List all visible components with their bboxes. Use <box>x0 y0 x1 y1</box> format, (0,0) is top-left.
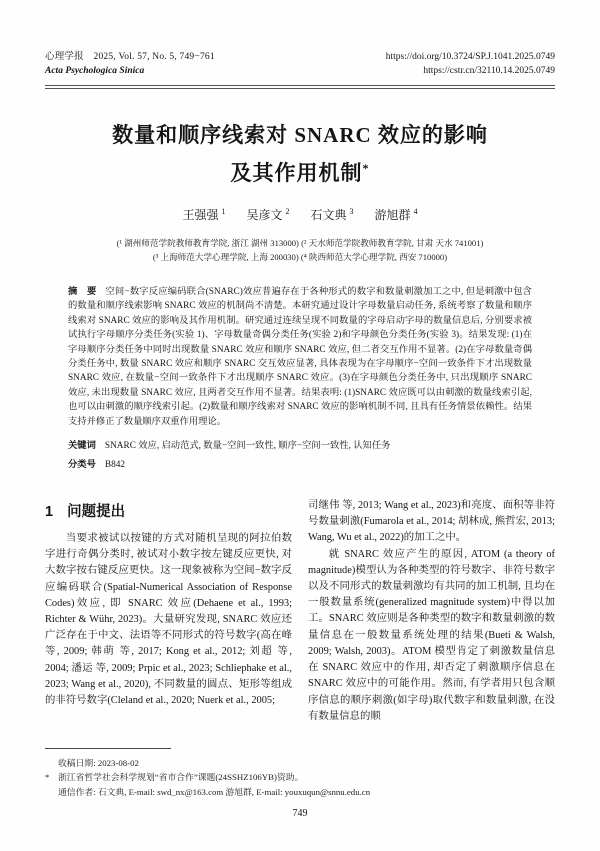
author-list <box>45 206 555 223</box>
paper-title-line1: 数量和顺序线索对 SNARC 效应的影响 <box>112 123 488 147</box>
author-1-affiliation-mark: 1 <box>221 207 226 216</box>
journal-info <box>45 50 215 78</box>
classification <box>68 457 532 472</box>
author-4-name: 游旭群 <box>374 208 411 222</box>
title-footnote-marker: * <box>362 161 370 175</box>
body-paragraph-2: 就 SNARC 效应产生的原因, ATOM (a theory of magnitude)模型认为各种类型的符号数字、非符号数字以及不同形式的数量刺激均有共同的加工机制, 且均在一般数量系统(generalized magnitude system)中得以加工。SNARC 效应则是各种类型的数字和数量刺激的数量信息在一般数量系统处理的结果(Bueti & Walsh, 2009; Walsh, 2003)。ATOM 模型肯定了刺激数量信息在 SNARC 效应中的作用, 却否定了刺激顺序信息在 SNARC 效应中的可能作用。然而, 有学者用只包含顺序信息的顺序刺激(如字母)取代数字和数量刺激, 在没有数量信息的顺 <box>308 548 555 722</box>
author-3 <box>311 208 354 222</box>
abstract-text: 空间−数字反应编码联合(SNARC)效应普遍存在于各种形式的数字和数量刺激加工之中, 但是刺激中包含的数量和顺序线索影响 SNARC 效应的机制尚不清楚。本研究通过设计字母数量启动任务, 系统考察了数量和顺序线索对 SNARC 效应的影响及其作用机制。研究通过连续呈现不同数量的字母启动字母的数量信息后, 分别要求被试执行字母顺序分类任务(实验 1)、字母数量奇偶分类任务(实验 2)和字母颜色分类任务(实验 3)。结果发现: (1)在字母顺序分类任务中同时出现数量 SNARC 效应和顺序 SNARC 效应, 但二者交互作用不显著。(2)在字母数量奇偶分类任务中, 数量 SNARC 效应和顺序 SNARC 交互效应显著, 具体表现为在字母顺序−空间一致条件下才出现数量 SNARC 效应, 在数量−空间一致条件下才出现顺序 SNARC 效应。(3)在字母颜色分类任务中, 只出现顺序 SNARC 效应, 未出现数量 SNARC 效应, 且两者交互作用不显著。结果表明: (1)SNARC 效应既可以由刺激的数量线索引起, 也可以由刺激的顺序线索引起。(2)数量和顺序线索对 SNARC 效应的影响机制不同, 且具有任务情景依赖性。结果支持并修正了数量顺序双重作用理论。 <box>68 287 532 427</box>
footnote-star-marker: * <box>45 772 50 782</box>
section-title: 问题提出 <box>67 504 126 521</box>
paper-title-line2: 及其作用机制 <box>230 161 363 185</box>
author-4 <box>375 208 418 222</box>
keywords-label: 关键词 <box>68 440 96 451</box>
doi-link[interactable]: https://doi.org/10.3724/SP.J.1041.2025.0749 <box>385 52 555 62</box>
author-2 <box>246 208 289 222</box>
received-date: 收稿日期: 2023-08-02 <box>58 757 139 768</box>
author-3-affiliation-mark: 3 <box>349 207 354 216</box>
body-paragraph-1: 当要求被试以按键的方式对随机呈现的阿拉伯数字进行奇偶分类时, 被试对小数字按左键反应更快, 对大数字按右键反应更快。这一现象被称为空间−数字反应编码联合(Spatial-Numerical Association of Response Codes)效应, 即 SNARC 效应(Dehaene et al., 1993; Richter & Wühr, 2023)。大量研究发现, SNARC 效应还广泛存在于中文、法语等不同形式的符号数字(高在峰 等, 2009; 韩萌 等, 2017; Kong et al., 2012; 刘超 等, 2004; 潘运 等, 2009; Prpic et al., 2023; Schliephake et al., 2023; Wang et al., 2020), 不同数量的圆点、矩形等组成的非符号数字(Cleland et al., 2020; Nuerk et al., 2005; <box>45 533 292 707</box>
abstract <box>68 284 532 429</box>
author-3-name: 石文典 <box>310 208 347 222</box>
author-4-affiliation-mark: 4 <box>413 207 418 216</box>
journal-issue-line: 心理学报 2025, Vol. 57, No. 5, 749−761 <box>45 52 215 62</box>
section-number: 1 <box>45 504 54 521</box>
author-2-affiliation-mark: 2 <box>285 207 290 216</box>
abstract-label: 摘 要 <box>68 286 97 296</box>
paper-title <box>45 119 555 190</box>
section-1-heading <box>45 500 292 521</box>
affiliations <box>45 236 555 264</box>
cstr-link[interactable]: https://cstr.cn/32110.14.2025.0749 <box>423 66 555 76</box>
page-number: 749 <box>292 808 308 819</box>
footnote-block <box>45 756 555 800</box>
author-1-name: 王强强 <box>182 208 219 222</box>
keywords-text: SNARC 效应, 启动范式, 数量−空间一致性, 顺序−空间一致性, 认知任务 <box>104 441 391 452</box>
author-1 <box>182 208 225 222</box>
right-column <box>308 498 555 726</box>
correspondence-note: 通信作者: 石文典, E-mail: swd_nx@163.com 游旭群, E-mail: youxuqun@snnu.edu.cn <box>58 786 371 797</box>
left-column <box>45 498 292 726</box>
affiliation-line-1: (¹ 湖州师范学院教师教育学院, 浙江 湖州 313000) (² 天水师范学院教师教育学院, 甘肃 天水 741001) <box>116 238 484 248</box>
funding-note <box>45 770 555 785</box>
classification-label: 分类号 <box>68 459 96 470</box>
affiliation-line-2: (³ 上海师范大学心理学院, 上海 200030) (⁴ 陕西师范大学心理学院, 西安 710000) <box>152 252 448 262</box>
author-2-name: 吴彦文 <box>246 208 283 222</box>
article-identifiers <box>386 50 555 78</box>
keywords <box>68 438 532 453</box>
body-paragraph-1-continued: 司继伟 等, 2013; Wang et al., 2023)和亮度、面积等非符号数量刺激(Fumarola et al., 2014; 胡林成, 熊哲宏, 2013; Wang, Wu et al., 2022)的加工之中。 <box>308 500 555 544</box>
journal-name-english: Acta Psychologica Sinica <box>45 66 145 76</box>
header-divider <box>45 85 555 89</box>
body-columns <box>45 498 555 726</box>
page-footer <box>45 748 555 820</box>
funding-text: 浙江省哲学社会科学规划“省市合作”课题(24SSHZ106YB)资助。 <box>58 772 304 782</box>
journal-header <box>45 50 555 78</box>
classification-code: B842 <box>104 460 126 471</box>
footnote-divider <box>45 748 171 749</box>
